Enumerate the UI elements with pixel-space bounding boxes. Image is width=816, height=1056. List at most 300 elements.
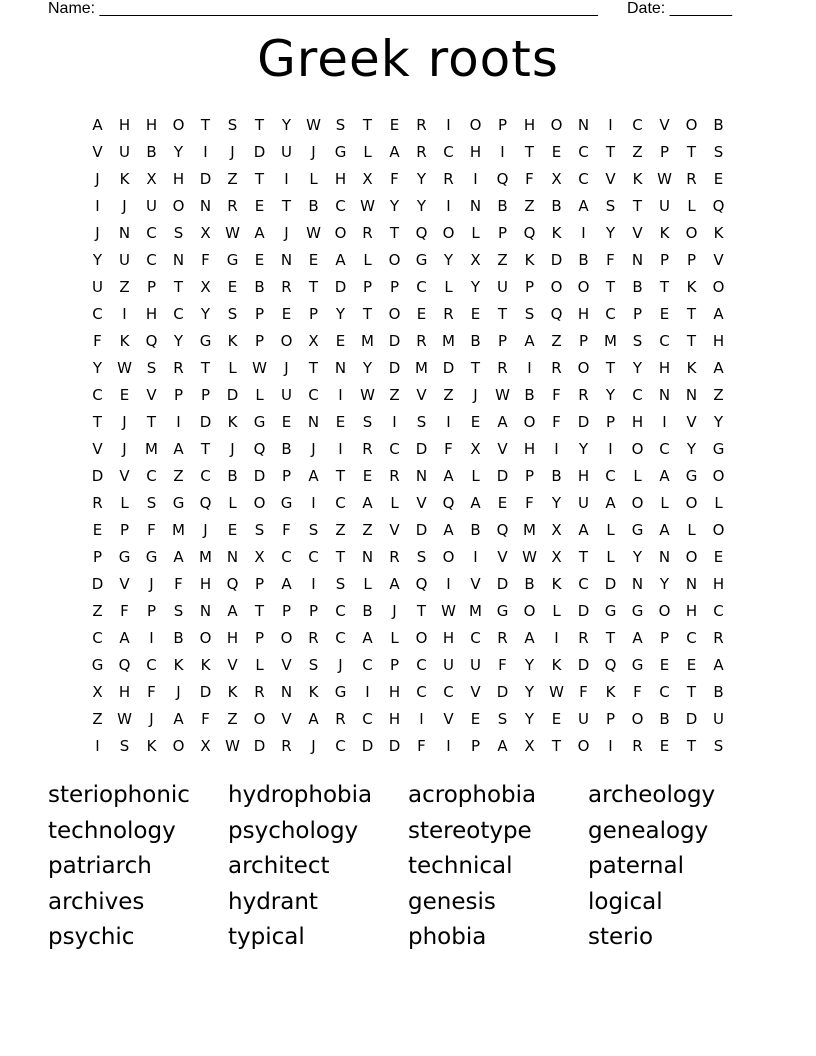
grid-letter[interactable]: T	[362, 305, 373, 323]
grid-letter[interactable]: K	[551, 575, 562, 593]
grid-letter[interactable]: F	[498, 656, 507, 674]
grid-letter[interactable]: J	[284, 224, 289, 242]
grid-letter[interactable]: I	[608, 116, 613, 134]
grid-letter[interactable]: C	[416, 683, 427, 701]
grid-letter[interactable]: W	[117, 359, 132, 377]
grid-letter[interactable]: E	[281, 413, 292, 431]
grid-letter[interactable]: Y	[362, 359, 373, 377]
grid-letter[interactable]: E	[470, 305, 481, 323]
grid-letter[interactable]: I	[554, 629, 559, 647]
grid-letter[interactable]: N	[199, 602, 212, 620]
grid-letter[interactable]: A	[335, 251, 346, 269]
grid-letter[interactable]: O	[172, 116, 185, 134]
grid-letter[interactable]: A	[92, 116, 103, 134]
grid-letter[interactable]: Z	[119, 278, 130, 296]
grid-letter[interactable]: U	[119, 143, 130, 161]
grid-letter[interactable]: K	[119, 332, 130, 350]
grid-letter[interactable]: N	[658, 548, 671, 566]
grid-letter[interactable]: B	[146, 143, 157, 161]
grid-letter[interactable]: G	[226, 251, 239, 269]
grid-letter[interactable]: H	[145, 116, 158, 134]
grid-letter[interactable]: C	[200, 467, 211, 485]
grid-letter[interactable]: R	[578, 629, 589, 647]
grid-letter[interactable]: Z	[443, 386, 454, 404]
grid-letter[interactable]: E	[227, 521, 238, 539]
grid-letter[interactable]: J	[392, 602, 397, 620]
grid-letter[interactable]: K	[119, 170, 130, 188]
grid-letter[interactable]: D	[199, 170, 212, 188]
grid-letter[interactable]: I	[554, 440, 559, 458]
grid-letter[interactable]: Z	[173, 467, 184, 485]
grid-letter[interactable]: I	[500, 143, 505, 161]
grid-letter[interactable]: Q	[496, 170, 509, 188]
grid-letter[interactable]: H	[118, 116, 131, 134]
grid-letter[interactable]: B	[470, 521, 481, 539]
grid-letter[interactable]: O	[280, 629, 293, 647]
grid-letter[interactable]: H	[685, 602, 698, 620]
grid-letter[interactable]: V	[470, 683, 481, 701]
grid-letter[interactable]: O	[253, 494, 266, 512]
grid-letter[interactable]: C	[92, 629, 103, 647]
grid-letter[interactable]: O	[631, 494, 644, 512]
grid-letter[interactable]: M	[415, 359, 428, 377]
grid-letter[interactable]: T	[686, 143, 697, 161]
grid-letter[interactable]: V	[281, 656, 292, 674]
grid-letter[interactable]: P	[362, 278, 373, 296]
grid-letter[interactable]: O	[469, 116, 482, 134]
grid-letter[interactable]: N	[415, 467, 428, 485]
grid-letter[interactable]: O	[334, 224, 347, 242]
grid-letter[interactable]: T	[605, 143, 616, 161]
grid-letter[interactable]: C	[308, 386, 319, 404]
grid-letter[interactable]: W	[522, 548, 537, 566]
grid-letter[interactable]: T	[551, 737, 562, 755]
grid-letter[interactable]: O	[577, 278, 590, 296]
grid-letter[interactable]: Z	[227, 170, 238, 188]
grid-letter[interactable]: V	[470, 575, 481, 593]
grid-letter[interactable]: T	[605, 359, 616, 377]
grid-letter[interactable]: O	[658, 602, 671, 620]
grid-letter[interactable]: I	[473, 548, 478, 566]
grid-letter[interactable]: O	[442, 548, 455, 566]
grid-letter[interactable]: C	[578, 575, 589, 593]
grid-letter[interactable]: V	[713, 251, 724, 269]
grid-letter[interactable]: Y	[173, 143, 184, 161]
grid-letter[interactable]: T	[416, 602, 427, 620]
grid-letter[interactable]: D	[253, 467, 266, 485]
grid-letter[interactable]: O	[253, 710, 266, 728]
grid-letter[interactable]: H	[388, 710, 401, 728]
grid-letter[interactable]: P	[281, 602, 292, 620]
grid-letter[interactable]: M	[145, 440, 158, 458]
grid-letter[interactable]: P	[578, 332, 589, 350]
grid-letter[interactable]: K	[551, 224, 562, 242]
grid-letter[interactable]: H	[226, 629, 239, 647]
grid-letter[interactable]: J	[311, 440, 316, 458]
grid-letter[interactable]: N	[658, 386, 671, 404]
grid-letter[interactable]: O	[631, 440, 644, 458]
grid-letter[interactable]: L	[714, 494, 723, 512]
grid-letter[interactable]: H	[658, 359, 671, 377]
grid-letter[interactable]: L	[390, 494, 399, 512]
grid-letter[interactable]: S	[308, 521, 319, 539]
grid-letter[interactable]: J	[311, 737, 316, 755]
grid-letter[interactable]: Y	[524, 656, 535, 674]
grid-letter[interactable]: A	[713, 359, 724, 377]
grid-letter[interactable]: E	[470, 413, 481, 431]
grid-letter[interactable]: S	[416, 548, 427, 566]
grid-letter[interactable]: V	[443, 710, 454, 728]
grid-letter[interactable]: Y	[92, 359, 103, 377]
grid-letter[interactable]: B	[173, 629, 184, 647]
grid-letter[interactable]: Z	[713, 386, 724, 404]
grid-letter[interactable]: M	[172, 521, 185, 539]
grid-letter[interactable]: U	[578, 494, 589, 512]
grid-letter[interactable]: H	[712, 575, 725, 593]
grid-letter[interactable]: Q	[226, 575, 239, 593]
grid-letter[interactable]: X	[200, 224, 211, 242]
grid-letter[interactable]: P	[200, 386, 211, 404]
grid-letter[interactable]: C	[362, 710, 373, 728]
grid-letter[interactable]: O	[685, 548, 698, 566]
grid-letter[interactable]: C	[362, 656, 373, 674]
grid-letter[interactable]: G	[631, 656, 644, 674]
grid-letter[interactable]: I	[338, 386, 343, 404]
grid-letter[interactable]: O	[172, 197, 185, 215]
grid-letter[interactable]: J	[338, 656, 343, 674]
grid-letter[interactable]: V	[659, 116, 670, 134]
grid-letter[interactable]: I	[527, 359, 532, 377]
grid-letter[interactable]: Y	[92, 251, 103, 269]
grid-letter[interactable]: E	[254, 251, 265, 269]
grid-letter[interactable]: P	[308, 602, 319, 620]
grid-letter[interactable]: R	[281, 737, 292, 755]
grid-letter[interactable]: F	[552, 386, 561, 404]
grid-letter[interactable]: X	[551, 521, 562, 539]
grid-letter[interactable]: A	[389, 575, 400, 593]
grid-letter[interactable]: Z	[524, 197, 535, 215]
grid-letter[interactable]: O	[577, 737, 590, 755]
grid-letter[interactable]: V	[416, 386, 427, 404]
grid-letter[interactable]: Y	[524, 710, 535, 728]
grid-letter[interactable]: Y	[686, 440, 697, 458]
grid-letter[interactable]: O	[712, 467, 725, 485]
grid-letter[interactable]: L	[687, 521, 696, 539]
grid-letter[interactable]: K	[686, 359, 697, 377]
grid-letter[interactable]: W	[495, 386, 510, 404]
grid-letter[interactable]: A	[119, 629, 130, 647]
grid-letter[interactable]: R	[389, 467, 400, 485]
grid-letter[interactable]: P	[254, 305, 265, 323]
grid-letter[interactable]: R	[254, 683, 265, 701]
grid-letter[interactable]: K	[227, 413, 238, 431]
grid-letter[interactable]: R	[308, 629, 319, 647]
grid-letter[interactable]: C	[308, 548, 319, 566]
grid-letter[interactable]: W	[252, 359, 267, 377]
grid-letter[interactable]: J	[230, 143, 235, 161]
grid-letter[interactable]: E	[92, 521, 103, 539]
grid-letter[interactable]: V	[416, 494, 427, 512]
grid-letter[interactable]: G	[199, 332, 212, 350]
grid-letter[interactable]: T	[200, 440, 211, 458]
grid-letter[interactable]: Y	[389, 197, 400, 215]
grid-letter[interactable]: H	[118, 683, 131, 701]
grid-letter[interactable]: B	[578, 251, 589, 269]
grid-letter[interactable]: D	[577, 413, 590, 431]
grid-letter[interactable]: G	[280, 494, 293, 512]
grid-letter[interactable]: D	[253, 143, 266, 161]
grid-letter[interactable]: I	[473, 170, 478, 188]
grid-letter[interactable]: X	[254, 548, 265, 566]
grid-letter[interactable]: C	[335, 629, 346, 647]
grid-letter[interactable]: F	[174, 575, 183, 593]
grid-letter[interactable]: S	[497, 710, 508, 728]
grid-letter[interactable]: X	[551, 548, 562, 566]
grid-letter[interactable]: V	[119, 467, 130, 485]
grid-letter[interactable]: K	[551, 656, 562, 674]
grid-letter[interactable]: K	[227, 683, 238, 701]
grid-letter[interactable]: Y	[551, 494, 562, 512]
grid-letter[interactable]: K	[632, 170, 643, 188]
grid-letter[interactable]: M	[199, 548, 212, 566]
grid-letter[interactable]: D	[415, 440, 428, 458]
grid-letter[interactable]: Y	[605, 386, 616, 404]
grid-letter[interactable]: U	[281, 386, 292, 404]
grid-letter[interactable]: J	[149, 575, 154, 593]
grid-letter[interactable]: U	[578, 710, 589, 728]
grid-letter[interactable]: K	[659, 224, 670, 242]
grid-letter[interactable]: X	[92, 683, 103, 701]
grid-letter[interactable]: F	[93, 332, 102, 350]
grid-letter[interactable]: O	[199, 629, 212, 647]
grid-letter[interactable]: J	[122, 413, 127, 431]
grid-letter[interactable]: B	[713, 683, 724, 701]
grid-letter[interactable]: P	[605, 413, 616, 431]
grid-letter[interactable]: J	[149, 710, 154, 728]
grid-letter[interactable]: E	[362, 467, 373, 485]
grid-letter[interactable]: S	[146, 494, 157, 512]
grid-letter[interactable]: Y	[632, 548, 643, 566]
grid-letter[interactable]: I	[446, 575, 451, 593]
grid-letter[interactable]: O	[523, 602, 536, 620]
grid-letter[interactable]: O	[712, 521, 725, 539]
grid-letter[interactable]: T	[632, 197, 643, 215]
grid-letter[interactable]: O	[712, 278, 725, 296]
grid-letter[interactable]: R	[173, 359, 184, 377]
grid-letter[interactable]: J	[95, 224, 100, 242]
grid-letter[interactable]: U	[281, 143, 292, 161]
grid-letter[interactable]: A	[524, 629, 535, 647]
grid-letter[interactable]: C	[659, 332, 670, 350]
grid-letter[interactable]: T	[389, 224, 400, 242]
grid-letter[interactable]: M	[523, 521, 536, 539]
grid-letter[interactable]: D	[550, 251, 563, 269]
grid-letter[interactable]: F	[525, 494, 534, 512]
grid-letter[interactable]: R	[443, 170, 454, 188]
grid-letter[interactable]: B	[659, 710, 670, 728]
grid-letter[interactable]: C	[416, 278, 427, 296]
grid-letter[interactable]: R	[713, 629, 724, 647]
grid-letter[interactable]: G	[415, 251, 428, 269]
grid-letter[interactable]: J	[203, 521, 208, 539]
grid-letter[interactable]: T	[524, 143, 535, 161]
grid-letter[interactable]: H	[577, 467, 590, 485]
grid-letter[interactable]: A	[362, 494, 373, 512]
grid-letter[interactable]: Y	[713, 413, 724, 431]
grid-letter[interactable]: T	[605, 629, 616, 647]
grid-letter[interactable]: V	[92, 440, 103, 458]
grid-letter[interactable]: V	[281, 710, 292, 728]
grid-letter[interactable]: E	[659, 305, 670, 323]
grid-letter[interactable]: O	[280, 332, 293, 350]
grid-letter[interactable]: R	[416, 143, 427, 161]
grid-letter[interactable]: V	[92, 143, 103, 161]
grid-letter[interactable]: S	[173, 224, 184, 242]
grid-letter[interactable]: Y	[659, 575, 670, 593]
grid-letter[interactable]: I	[284, 170, 289, 188]
grid-letter[interactable]: I	[176, 413, 181, 431]
grid-letter[interactable]: K	[524, 251, 535, 269]
grid-letter[interactable]: P	[254, 575, 265, 593]
grid-letter[interactable]: F	[525, 170, 534, 188]
grid-letter[interactable]: J	[122, 197, 127, 215]
grid-letter[interactable]: T	[605, 278, 616, 296]
grid-letter[interactable]: X	[551, 170, 562, 188]
grid-letter[interactable]: L	[255, 656, 264, 674]
grid-letter[interactable]: C	[146, 224, 157, 242]
grid-letter[interactable]: A	[713, 305, 724, 323]
grid-letter[interactable]: Q	[496, 521, 509, 539]
grid-letter[interactable]: D	[685, 710, 698, 728]
grid-letter[interactable]: O	[577, 359, 590, 377]
grid-letter[interactable]: N	[631, 251, 644, 269]
grid-letter[interactable]: G	[145, 548, 158, 566]
grid-letter[interactable]: Q	[604, 656, 617, 674]
grid-letter[interactable]: T	[578, 548, 589, 566]
grid-letter[interactable]: C	[686, 629, 697, 647]
grid-letter[interactable]: A	[308, 467, 319, 485]
grid-letter[interactable]: F	[147, 683, 156, 701]
grid-letter[interactable]: W	[441, 602, 456, 620]
grid-letter[interactable]: T	[173, 278, 184, 296]
grid-letter[interactable]: N	[469, 197, 482, 215]
grid-letter[interactable]: I	[95, 737, 100, 755]
grid-letter[interactable]: G	[604, 602, 617, 620]
grid-letter[interactable]: L	[363, 251, 372, 269]
grid-letter[interactable]: J	[311, 143, 316, 161]
grid-letter[interactable]: H	[631, 413, 644, 431]
grid-letter[interactable]: K	[146, 737, 157, 755]
grid-letter[interactable]: L	[606, 521, 615, 539]
grid-letter[interactable]: E	[335, 413, 346, 431]
grid-letter[interactable]: V	[389, 521, 400, 539]
grid-letter[interactable]: C	[335, 737, 346, 755]
grid-letter[interactable]: V	[497, 440, 508, 458]
grid-letter[interactable]: S	[335, 575, 346, 593]
grid-letter[interactable]: C	[659, 683, 670, 701]
grid-letter[interactable]: D	[199, 413, 212, 431]
grid-letter[interactable]: O	[388, 305, 401, 323]
grid-letter[interactable]: F	[417, 737, 426, 755]
grid-letter[interactable]: E	[713, 170, 724, 188]
grid-letter[interactable]: S	[416, 413, 427, 431]
grid-letter[interactable]: I	[392, 413, 397, 431]
grid-letter[interactable]: T	[281, 197, 292, 215]
grid-letter[interactable]: V	[686, 413, 697, 431]
grid-letter[interactable]: S	[308, 656, 319, 674]
grid-letter[interactable]: L	[633, 467, 642, 485]
grid-letter[interactable]: H	[577, 305, 590, 323]
grid-letter[interactable]: B	[362, 602, 373, 620]
grid-letter[interactable]: V	[632, 224, 643, 242]
grid-letter[interactable]: D	[577, 656, 590, 674]
grid-letter[interactable]: E	[551, 143, 562, 161]
grid-letter[interactable]: D	[253, 737, 266, 755]
grid-letter[interactable]: G	[91, 656, 104, 674]
grid-letter[interactable]: Z	[362, 521, 373, 539]
grid-letter[interactable]: A	[470, 494, 481, 512]
grid-letter[interactable]: I	[338, 440, 343, 458]
grid-letter[interactable]: B	[551, 197, 562, 215]
grid-letter[interactable]: H	[523, 440, 536, 458]
grid-letter[interactable]: P	[389, 656, 400, 674]
grid-letter[interactable]: E	[416, 305, 427, 323]
grid-letter[interactable]: R	[686, 170, 697, 188]
grid-letter[interactable]: X	[524, 737, 535, 755]
grid-letter[interactable]: H	[334, 170, 347, 188]
grid-letter[interactable]: D	[442, 359, 455, 377]
grid-letter[interactable]: A	[497, 413, 508, 431]
grid-letter[interactable]: W	[117, 710, 132, 728]
grid-letter[interactable]: N	[334, 359, 347, 377]
grid-letter[interactable]: G	[496, 602, 509, 620]
grid-letter[interactable]: N	[118, 224, 131, 242]
grid-letter[interactable]: Y	[416, 170, 427, 188]
grid-letter[interactable]: R	[443, 305, 454, 323]
grid-letter[interactable]: Y	[443, 251, 454, 269]
grid-letter[interactable]: F	[633, 683, 642, 701]
grid-letter[interactable]: P	[632, 305, 643, 323]
grid-letter[interactable]: O	[685, 224, 698, 242]
grid-letter[interactable]: X	[362, 170, 373, 188]
grid-letter[interactable]: T	[146, 413, 157, 431]
grid-letter[interactable]: R	[227, 197, 238, 215]
grid-letter[interactable]: F	[147, 521, 156, 539]
date-field-label[interactable]: Date: _______	[627, 0, 732, 17]
grid-letter[interactable]: H	[712, 332, 725, 350]
grid-letter[interactable]: G	[253, 413, 266, 431]
grid-letter[interactable]: I	[149, 629, 154, 647]
grid-letter[interactable]: S	[146, 359, 157, 377]
grid-letter[interactable]: E	[713, 548, 724, 566]
grid-letter[interactable]: S	[227, 305, 238, 323]
grid-letter[interactable]: T	[659, 278, 670, 296]
grid-letter[interactable]: F	[201, 710, 210, 728]
grid-letter[interactable]: M	[361, 332, 374, 350]
grid-letter[interactable]: I	[365, 683, 370, 701]
grid-letter[interactable]: Y	[605, 224, 616, 242]
grid-letter[interactable]: N	[685, 575, 698, 593]
grid-letter[interactable]: W	[306, 116, 321, 134]
grid-letter[interactable]: K	[227, 332, 238, 350]
grid-letter[interactable]: I	[446, 116, 451, 134]
grid-letter[interactable]: L	[687, 197, 696, 215]
grid-letter[interactable]: I	[419, 710, 424, 728]
grid-letter[interactable]: O	[631, 710, 644, 728]
grid-letter[interactable]: E	[335, 332, 346, 350]
grid-letter[interactable]: P	[92, 548, 103, 566]
grid-letter[interactable]: D	[388, 332, 401, 350]
